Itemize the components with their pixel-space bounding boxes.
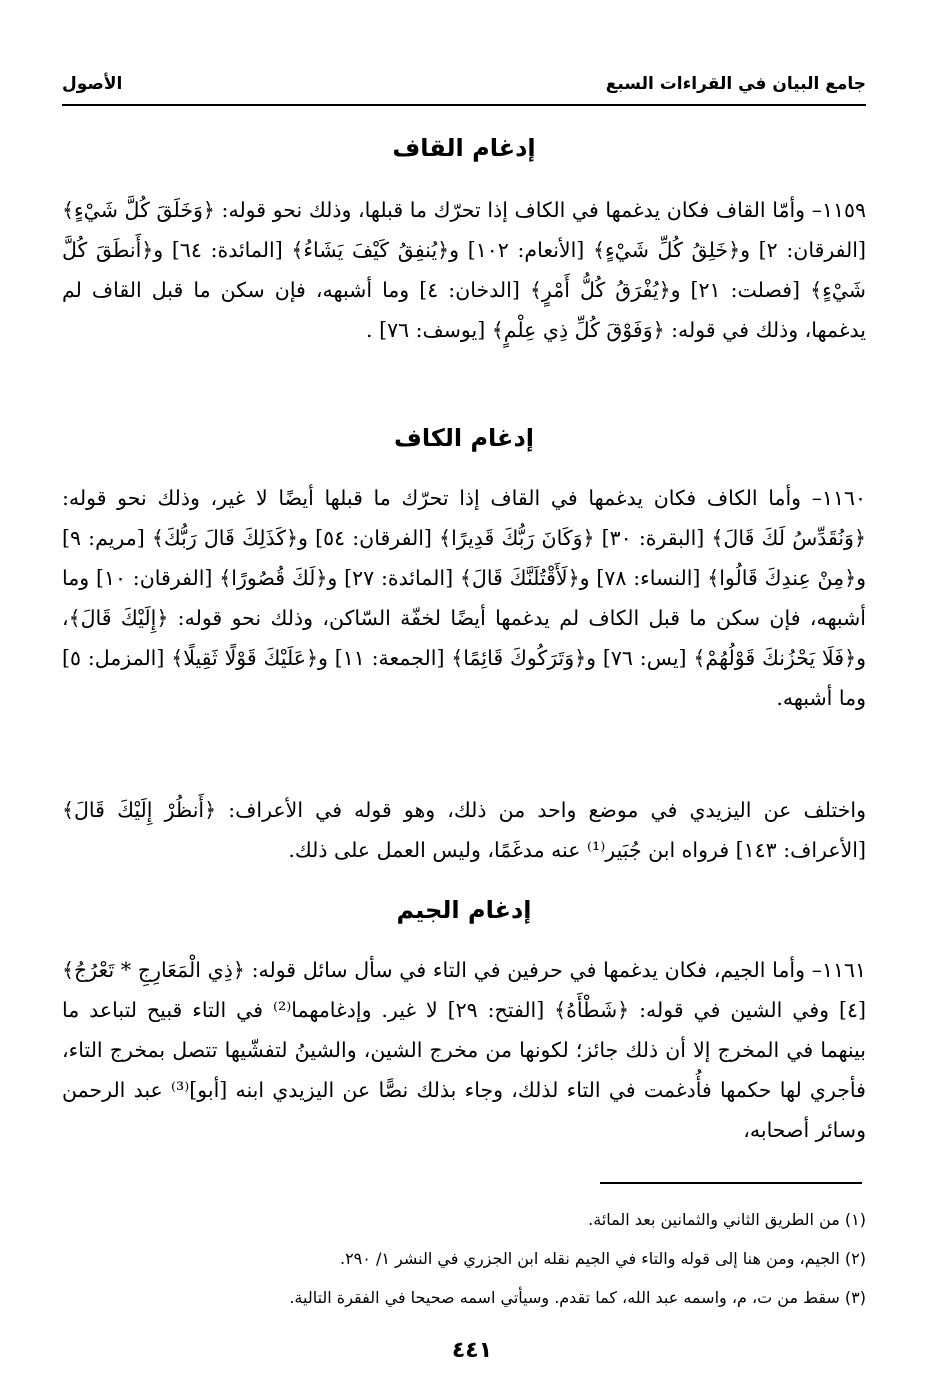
- footnotes: [62, 1200, 866, 1317]
- book-title: جامع البيان في القراءات السبع: [605, 74, 866, 94]
- footnote: (١) من الطريق الثاني والثمانين بعد المائة.: [588, 1210, 866, 1229]
- section-heading: إدغام القاف: [392, 134, 536, 162]
- paragraph: واختلف عن اليزيدي في موضع واحد من ذلك، وهو قوله في الأعراف: ﴿أَنظُرْ إِلَيْكَ قَالَ﴾ [الأعراف: ١٤٣] فرواه ابن جُبَير⁽¹⁾ عنه مدغَمًا، وليس العمل على ذلك.: [62, 798, 866, 862]
- section-title: الأصول: [62, 74, 123, 94]
- paragraph: ١١٦١– وأما الجيم، فكان يدغمها في حرفين في التاء في سأل سائل قوله: ﴿ذِي الْمَعَارِجِ * تَعْرُجُ﴾ [٤] وفي الشين في قوله: ﴿شَطْأَهُ﴾ [الفتح: ٢٩] لا غير. وإدغامهما⁽²⁾ في التاء قبيح لتباعد ما بينهما في المخرج إلا أن ذلك جائز؛ لكونها من مخرج الشين، والشينُ لتفشّيها تتصل بمخرج التاء، فأجري لها حكمها فأُدغمت في التاء لذلك، وجاء بذلك نصًّا عن اليزيدي ابنه [أبو]⁽³⁾ عبد الرحمن وسائر أصحابه،: [62, 958, 866, 1142]
- section-heading: إدغام الجيم: [396, 896, 532, 924]
- paragraph: ١١٦٠– وأما الكاف فكان يدغمها في القاف إذا تحرّك ما قبلها أيضًا لا غير، وذلك نحو قوله: ﴿وَنُقَدِّسُ لَكَ قَالَ﴾ [البقرة: ٣٠] ﴿وَكَانَ رَبُّكَ قَدِيرًا﴾ [الفرقان: ٥٤] و﴿كَذَلِكَ قَالَ رَبُّكَ﴾ [مريم: ٩] و﴿مِنْ عِندِكَ قَالُوا﴾ [النساء: ٧٨] و﴿لَأَقْتُلَنَّكَ قَالَ﴾ [المائدة: ٢٧] و﴿لَكَ قُصُورًا﴾ [الفرقان: ١٠] وما أشبهه، فإن سكن ما قبل الكاف لم يدغمها أيضًا لخفّة السّاكن، وذلك نحو قوله: ﴿إِلَيْكَ قَالَ﴾، و﴿فَلَا يَحْزُنكَ قَوْلُهُمْ﴾ [يس: ٧٦] و﴿وَتَرَكُوكَ قَائِمًا﴾ [الجمعة: ١١] و﴿عَلَيْكَ قَوْلًا ثَقِيلًا﴾ [المزمل: ٥] وما أشبهه.: [62, 486, 867, 710]
- page-number: ٤٤١: [451, 1338, 493, 1363]
- header-rule: [62, 104, 866, 106]
- footnote-rule: [600, 1182, 862, 1184]
- running-header: [62, 68, 866, 100]
- footnote: (٢) الجيم، ومن هنا إلى قوله والتاء في الجيم نقله ابن الجزري في النشر ١/ ٢٩٠.: [339, 1249, 866, 1268]
- section-heading: إدغام الكاف: [394, 424, 534, 452]
- footnote: (٣) سقط من ت، م، واسمه عبد الله، كما تقدم. وسيأتي اسمه صحيحا في الفقرة التالية.: [289, 1288, 866, 1307]
- paragraph: ١١٥٩– وأمّا القاف فكان يدغمها في الكاف إذا تحرّك ما قبلها، وذلك نحو قوله: ﴿وَخَلَقَ كُلَّ شَيْءٍ﴾ [الفرقان: ٢] و﴿خَلِقُ كُلِّ شَيْءٍ﴾ [الأنعام: ١٠٢] و﴿يُنفِقُ كَيْفَ يَشَاءُ﴾ [المائدة: ٦٤] و﴿أَنطَقَ كُلَّ شَيْءٍ﴾ [فصلت: ٢١] و﴿يُفْرَقُ كُلُّ أَمْرٍ﴾ [الدخان: ٤] وما أشبهه، فإن سكن ما قبل القاف لم يدغمها، وذلك في قوله: ﴿وَفَوْقَ كُلِّ ذِي عِلْمٍ﴾ [يوسف: ٧٦] .: [62, 198, 866, 342]
